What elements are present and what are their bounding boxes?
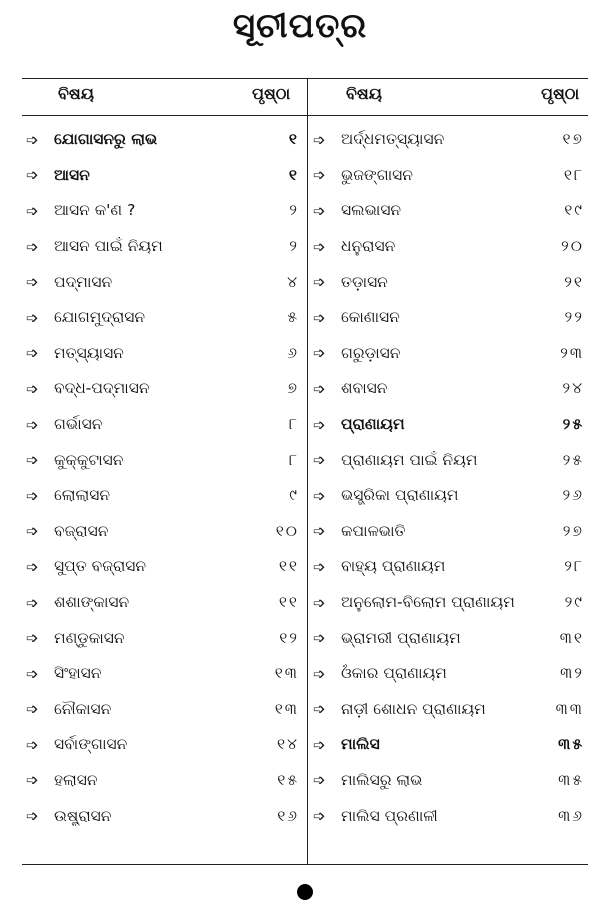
table-top-rule (22, 78, 588, 79)
entry-page-number: ୧୩ (274, 699, 299, 718)
pointing-hand-icon: ➩ (313, 379, 326, 398)
contents-entry (309, 549, 590, 585)
entry-topic: ଗରୁଡ଼ାସନ (341, 343, 401, 362)
entry-page-number: ୧୫ (277, 770, 299, 789)
pointing-hand-icon: ➩ (26, 700, 39, 719)
contents-entry (22, 158, 305, 194)
entry-topic: ଶଶାଙ୍କାସନ (54, 593, 130, 612)
page-title: ସୂଚୀପତ୍ର (232, 6, 368, 46)
entry-page-number: ୩୫ (558, 770, 584, 789)
pointing-hand-icon: ➩ (313, 771, 326, 790)
entry-page-number: ୨୨ (564, 308, 584, 327)
entry-page-number: ୩୨ (560, 664, 584, 683)
entry-topic: ବଦ୍ଧ-ପଦ୍ମାସନ (54, 379, 150, 398)
entry-topic: ଯୋଗମୁଦ୍ରାସନ (54, 308, 146, 327)
pointing-hand-icon: ➩ (313, 557, 326, 576)
entry-topic: ମାଲିସ ପ୍ରଣାଳୀ (341, 806, 438, 825)
entry-page-number: ୧୭ (562, 130, 584, 149)
pointing-hand-icon: ➩ (26, 451, 39, 470)
entry-page-number: ୨୬ (562, 486, 584, 505)
entry-topic: ଓଁକାର ପ୍ରାଣାୟମ (341, 664, 447, 683)
entry-topic: ଅର୍ଦ୍ଧମତ୍ସ୍ୟାସନ (341, 130, 445, 149)
entry-page-number: ୨୩ (560, 343, 584, 362)
contents-entry (22, 514, 305, 550)
entry-topic: ଭସ୍ତ୍ରିକା ପ୍ରାଣାୟମ (341, 486, 459, 505)
entry-topic: ଆସନ କ'ଣ ? (54, 201, 136, 220)
entry-topic: ଯୋଗାସନରୁ ଲାଭ (54, 130, 158, 149)
contents-entry (309, 158, 590, 194)
pointing-hand-icon: ➩ (313, 735, 326, 754)
entry-page-number: ୨ (289, 237, 299, 256)
entry-page-number: ୧୧ (278, 557, 299, 576)
entry-topic: ଅନୁଲୋମ-ବିଲୋମ ପ୍ରାଣାୟମ (341, 593, 515, 612)
entry-topic: ସୁପ୍ତ ବଜ୍ରାସନ (54, 557, 147, 576)
entry-topic: ହଲାସନ (54, 770, 98, 789)
entry-topic: ବଜ୍ରାସନ (54, 521, 109, 540)
pointing-hand-icon: ➩ (26, 486, 39, 505)
entry-page-number: ୮ (288, 415, 299, 434)
pointing-hand-icon: ➩ (26, 629, 39, 648)
pointing-hand-icon: ➩ (26, 807, 39, 826)
entry-topic: ମତ୍ସ୍ୟାସନ (54, 343, 124, 362)
pointing-hand-icon: ➩ (26, 415, 39, 434)
pointing-hand-icon: ➩ (313, 237, 326, 256)
column-divider (307, 78, 308, 864)
entry-topic: ଆସନ ପାଇଁ ନିୟମ (54, 237, 163, 256)
entry-page-number: ୯ (289, 486, 299, 505)
contents-entry (22, 585, 305, 621)
pointing-hand-icon: ➩ (313, 344, 326, 363)
entry-topic: ସଲଭାସନ (341, 201, 402, 220)
entry-page-number: ୩୫ (558, 735, 584, 754)
pointing-hand-icon: ➩ (26, 735, 39, 754)
entry-topic: ଭୁଜଙ୍ଗାସନ (341, 165, 413, 184)
pointing-hand-icon: ➩ (26, 379, 39, 398)
pointing-hand-icon: ➩ (313, 201, 326, 220)
entry-page-number: ୬ (287, 343, 299, 362)
entry-page-number: ୧୯ (564, 201, 584, 220)
pointing-hand-icon: ➩ (313, 522, 326, 541)
entry-page-number: ୧୪ (276, 735, 299, 754)
entry-page-number: ୨୭ (562, 521, 584, 540)
pointing-hand-icon: ➩ (313, 308, 326, 327)
entry-page-number: ୧୬ (277, 806, 299, 825)
entry-topic: ଗର୍ଭାସନ (54, 415, 103, 434)
contents-entry (309, 229, 590, 265)
entry-page-number: ୨୮ (564, 557, 584, 576)
entry-topic: ପ୍ରାଣାୟମ ପାଇଁ ନିୟମ (341, 450, 478, 469)
entry-page-number: ୩୧ (559, 628, 584, 647)
pointing-hand-icon: ➩ (26, 522, 39, 541)
entry-page-number: ୧୮ (563, 165, 584, 184)
contents-entry (22, 727, 305, 763)
entry-topic: ଲୋଲାସନ (54, 486, 111, 505)
contents-entry (22, 229, 305, 265)
contents-entry (309, 585, 590, 621)
contents-entry (309, 407, 590, 443)
entry-topic: ନାଡ଼ୀ ଶୋଧନ ପ୍ରାଣାୟମ (341, 699, 486, 718)
contents-entry (309, 478, 590, 514)
contents-entry (22, 336, 305, 372)
table-bottom-rule (22, 864, 588, 865)
entry-topic: ସର୍ବାଙ୍ଗାସନ (54, 735, 128, 754)
entry-page-number: ୧୨ (279, 628, 299, 647)
left-topic-header: ବିଷୟ (58, 84, 94, 103)
entry-page-number: ୨୦ (561, 237, 584, 256)
contents-entry (22, 656, 305, 692)
contents-entry (22, 549, 305, 585)
pointing-hand-icon: ➩ (26, 344, 39, 363)
entry-topic: ସିଂହାସନ (54, 664, 102, 683)
contents-entry (309, 193, 590, 229)
page-bullet-dot (297, 884, 313, 900)
contents-entry (22, 264, 305, 300)
right-topic-header: ବିଷୟ (346, 84, 382, 103)
entry-page-number: ୨୯ (564, 593, 584, 612)
pointing-hand-icon: ➩ (26, 166, 39, 185)
pointing-hand-icon: ➩ (313, 166, 326, 185)
contents-entry (22, 620, 305, 656)
entry-page-number: ୨୪ (562, 379, 584, 398)
pointing-hand-icon: ➩ (313, 593, 326, 612)
pointing-hand-icon: ➩ (26, 593, 39, 612)
entry-page-number: ୨୧ (564, 272, 584, 291)
pointing-hand-icon: ➩ (313, 415, 326, 434)
contents-entry (22, 442, 305, 478)
contents-entry (309, 798, 590, 834)
contents-entry (22, 798, 305, 834)
entry-topic: ବାହ୍ୟ ପ୍ରାଣାୟମ (341, 557, 446, 576)
pointing-hand-icon: ➩ (313, 700, 326, 719)
pointing-hand-icon: ➩ (313, 807, 326, 826)
contents-entry (309, 620, 590, 656)
table-header-rule (22, 115, 588, 116)
entry-topic: ଭ୍ରାମରୀ ପ୍ରାଣାୟମ (341, 628, 461, 647)
contents-entry (22, 193, 305, 229)
pointing-hand-icon: ➩ (313, 451, 326, 470)
left-contents-column (22, 122, 305, 834)
contents-entry (309, 264, 590, 300)
contents-entry (309, 336, 590, 372)
pointing-hand-icon: ➩ (313, 273, 326, 292)
pointing-hand-icon: ➩ (26, 664, 39, 683)
entry-page-number: ୭ (287, 379, 299, 398)
entry-page-number: ୨୫ (562, 415, 584, 434)
entry-page-number: ୮ (288, 450, 299, 469)
entry-topic: ତଡ଼ାସନ (341, 272, 388, 291)
contents-entry (22, 122, 305, 158)
contents-entry (22, 478, 305, 514)
right-contents-column (309, 122, 590, 834)
entry-topic: ମାଲିସ (341, 735, 380, 754)
entry-topic: ଆସନ (54, 165, 90, 184)
entry-page-number: ୧୩ (274, 664, 299, 683)
entry-page-number: ୨ (289, 201, 299, 220)
contents-entry (22, 300, 305, 336)
contents-entry (22, 763, 305, 799)
entry-page-number: ୧୦ (275, 521, 299, 540)
entry-page-number: ୧ (288, 130, 299, 149)
contents-entry (22, 692, 305, 728)
entry-topic: ଉଷ୍ଟ୍ରାସନ (54, 806, 112, 825)
entry-topic: ପଦ୍ମାସନ (54, 272, 113, 291)
left-page-header: ପୃଷ୍ଠା (252, 84, 291, 103)
contents-entry (309, 300, 590, 336)
pointing-hand-icon: ➩ (26, 130, 39, 149)
entry-page-number: ୧ (288, 165, 299, 184)
entry-topic: କୋଣାସନ (341, 308, 400, 327)
entry-topic: ନୌକାସନ (54, 699, 112, 718)
entry-page-number: ୪ (287, 272, 299, 291)
pointing-hand-icon: ➩ (313, 629, 326, 648)
pointing-hand-icon: ➩ (26, 237, 39, 256)
entry-topic: ମଣ୍ଡୁକାସନ (54, 628, 125, 647)
entry-topic: କପାଳଭାତି (341, 521, 406, 540)
pointing-hand-icon: ➩ (26, 557, 39, 576)
entry-topic: ମାଲିସରୁ ଲାଭ (341, 770, 423, 789)
entry-topic: ଶବାସନ (341, 379, 388, 398)
contents-entry (309, 727, 590, 763)
pointing-hand-icon: ➩ (26, 273, 39, 292)
entry-topic: ପ୍ରାଣାୟମ (341, 415, 405, 434)
contents-entry (309, 371, 590, 407)
entry-page-number: ୫ (287, 308, 299, 327)
contents-entry (309, 514, 590, 550)
contents-entry (309, 442, 590, 478)
entry-topic: କୁକ୍କୁଟାସନ (54, 450, 124, 469)
entry-page-number: ୩୩ (555, 699, 584, 718)
contents-entry (22, 407, 305, 443)
entry-topic: ଧନୁରାସନ (341, 237, 396, 256)
pointing-hand-icon: ➩ (26, 771, 39, 790)
pointing-hand-icon: ➩ (26, 201, 39, 220)
contents-entry (309, 692, 590, 728)
contents-entry (309, 656, 590, 692)
entry-page-number: ୧୧ (278, 593, 299, 612)
contents-entry (309, 122, 590, 158)
contents-entry (309, 763, 590, 799)
entry-page-number: ୩୬ (558, 806, 584, 825)
entry-page-number: ୨୫ (562, 450, 584, 469)
pointing-hand-icon: ➩ (313, 130, 326, 149)
pointing-hand-icon: ➩ (313, 486, 326, 505)
right-page-header: ପୃଷ୍ଠା (541, 84, 580, 103)
pointing-hand-icon: ➩ (313, 664, 326, 683)
contents-entry (22, 371, 305, 407)
pointing-hand-icon: ➩ (26, 308, 39, 327)
